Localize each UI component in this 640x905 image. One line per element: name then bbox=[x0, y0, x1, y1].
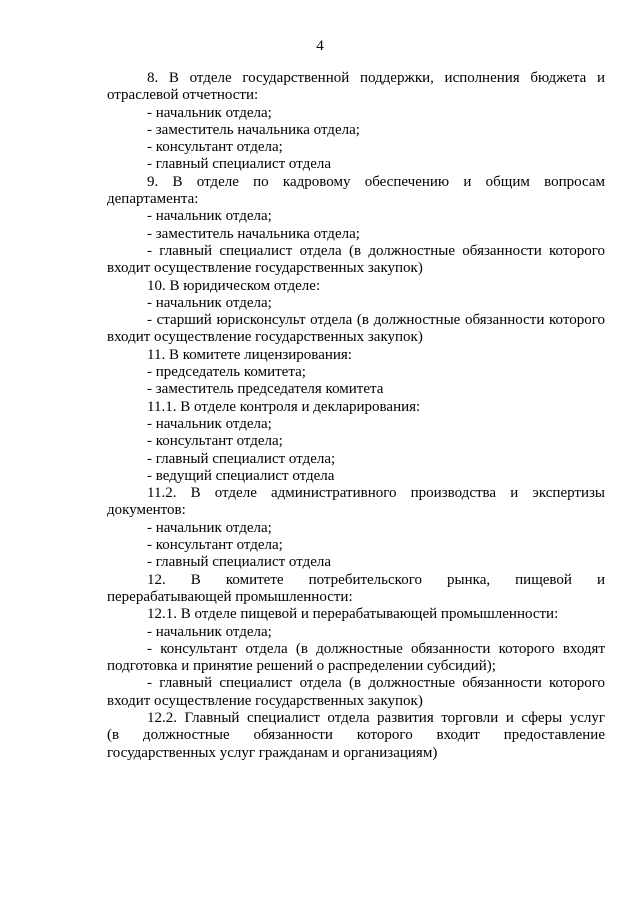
text-line: государственных услуг гражданам и организациям) bbox=[107, 744, 438, 761]
text-line: - начальник отдела; bbox=[147, 104, 272, 121]
text-line: - консультант отдела (в должностные обязанности которого входят bbox=[147, 640, 605, 657]
text-line: 11.2. В отделе административного производства и экспертизы bbox=[147, 485, 605, 502]
text-line: входит осуществление государственных закупок) bbox=[107, 260, 423, 277]
text-line: - начальник отдела; bbox=[147, 294, 272, 311]
text-line: - начальник отдела; bbox=[147, 415, 272, 432]
text-line: 12.1. В отделе пищевой и перерабатывающей промышленности: bbox=[147, 606, 559, 623]
document-body bbox=[107, 70, 605, 762]
text-line: департамента: bbox=[107, 191, 199, 208]
text-line: (в должностные обязанности которого входит предоставление bbox=[107, 727, 605, 744]
text-line: - начальник отдела; bbox=[147, 208, 272, 225]
text-line: 12. В комитете потребительского рынка, пищевой и bbox=[147, 571, 605, 588]
text-line: - главный специалист отдела (в должностные обязанности которого bbox=[147, 242, 605, 259]
text-line: - консультант отдела; bbox=[147, 433, 283, 450]
text-line: - заместитель председателя комитета bbox=[147, 381, 384, 398]
text-line: подготовка и принятие решений о распределении субсидий); bbox=[107, 658, 496, 675]
text-line: - заместитель начальника отдела; bbox=[147, 225, 360, 242]
page-number: 4 bbox=[316, 38, 324, 54]
text-line: перерабатывающей промышленности: bbox=[107, 588, 353, 605]
text-line: - консультант отдела; bbox=[147, 537, 283, 554]
text-line: - председатель комитета; bbox=[147, 364, 306, 381]
text-line: 8. В отделе государственной поддержки, исполнения бюджета и bbox=[147, 70, 605, 86]
text-line: - ведущий специалист отдела bbox=[147, 467, 335, 484]
text-line: 11.1. В отделе контроля и декларирования: bbox=[147, 398, 421, 415]
text-line: - главный специалист отдела bbox=[147, 156, 331, 173]
text-line: входит осуществление государственных закупок) bbox=[107, 329, 423, 346]
text-line: 10. В юридическом отделе: bbox=[147, 277, 321, 294]
text-line: 9. В отделе по кадровому обеспечению и общим вопросам bbox=[147, 173, 605, 190]
text-line: отраслевой отчетности: bbox=[107, 87, 259, 104]
text-line: входит осуществление государственных закупок) bbox=[107, 692, 423, 709]
text-line: - старший юрисконсульт отдела (в должностные обязанности которого bbox=[147, 312, 605, 329]
text-line: документов: bbox=[107, 502, 186, 519]
text-line: 12.2. Главный специалист отдела развития торговли и сферы услуг bbox=[147, 709, 605, 726]
text-line: - начальник отдела; bbox=[147, 623, 272, 640]
text-line: - главный специалист отдела bbox=[147, 554, 331, 571]
text-line: - начальник отдела; bbox=[147, 519, 272, 536]
text-line: - консультант отдела; bbox=[147, 139, 283, 156]
text-line: - главный специалист отдела; bbox=[147, 450, 336, 467]
text-line: 11. В комитете лицензирования: bbox=[147, 346, 352, 363]
text-line: - главный специалист отдела (в должностные обязанности которого bbox=[147, 675, 605, 692]
text-line: - заместитель начальника отдела; bbox=[147, 121, 360, 138]
